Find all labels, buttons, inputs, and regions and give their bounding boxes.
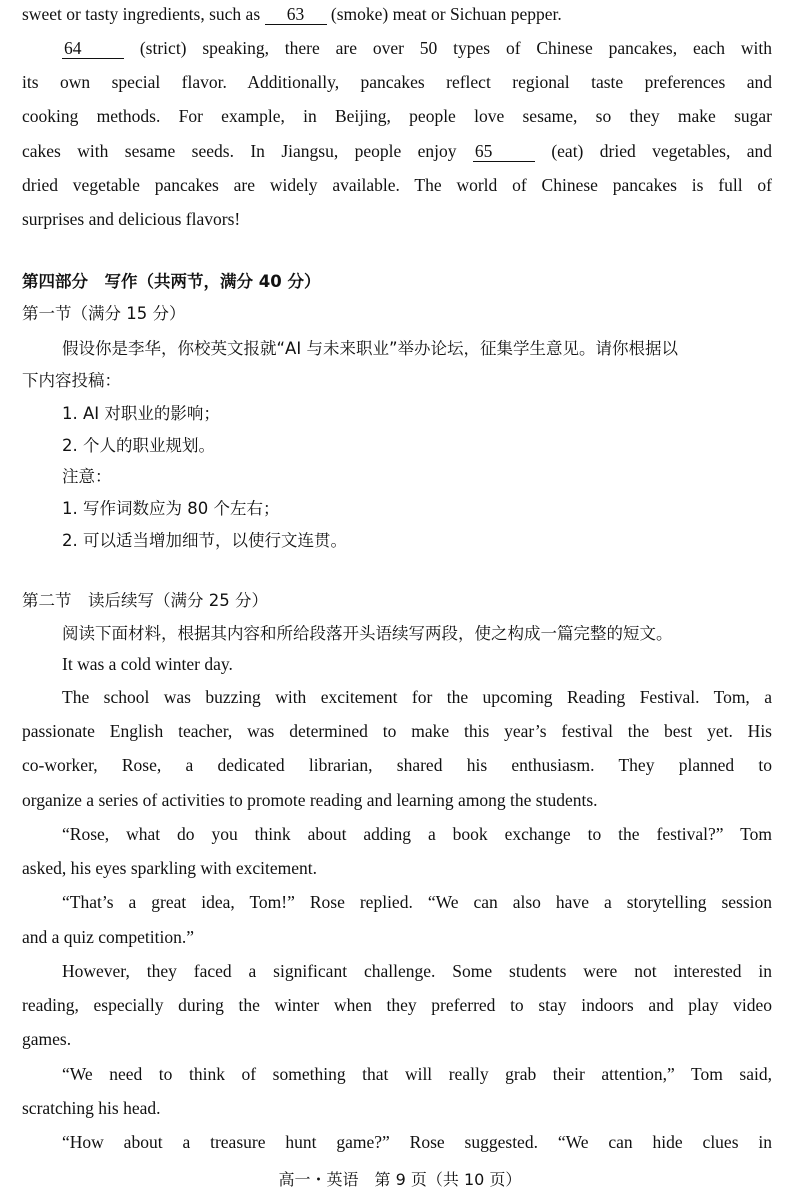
section1-note-1: 1. 写作词数应为 80 个左右； bbox=[62, 499, 280, 518]
section1-prompt-line2: 下内容投稿： bbox=[22, 371, 121, 390]
passage-line-1 bbox=[22, 2, 772, 26]
passage-text: (strict) speaking, there are over 50 types of Chinese pancakes, each with bbox=[139, 38, 772, 58]
section1-note-label: 注意： bbox=[62, 467, 112, 486]
blank-63: 63 bbox=[265, 5, 327, 25]
story-line-5: organize a series of activities to promote reading and learning among the students. bbox=[22, 790, 598, 810]
section1-note-2: 2. 可以适当增加细节，以使行文连贯。 bbox=[62, 531, 347, 550]
passage-text: (smoke) meat or Sichuan pepper. bbox=[330, 4, 562, 24]
passage-line-2 bbox=[62, 36, 772, 60]
part4-heading: 第四部分 写作（共两节，满分 40 分） bbox=[22, 272, 321, 291]
section1-prompt-line1: 假设你是李华，你校英文报就“AI 与未来职业”举办论坛，征集学生意见。请你根据以 bbox=[62, 339, 678, 358]
section2-instruction: 阅读下面材料，根据其内容和所给段落开头语续写两段，使之构成一篇完整的短文。 bbox=[62, 624, 673, 643]
section1-heading: 第一节（满分 15 分） bbox=[22, 304, 186, 323]
story-line-15: “How about a treasure hunt game?” Rose suggested. “We can hide clues in bbox=[62, 1132, 772, 1152]
story-line-10: However, they faced a significant challenge. Some students were not interested in bbox=[62, 961, 772, 981]
passage-text: (eat) dried vegetables, and bbox=[551, 141, 773, 161]
story-line-12: games. bbox=[22, 1029, 72, 1049]
blank-65: 65 bbox=[473, 142, 535, 162]
passage-line-6: dried vegetable pancakes are widely available. The world of Chinese pancakes is full of bbox=[22, 175, 772, 195]
story-line-4: co-worker, Rose, a dedicated librarian, shared his enthusiasm. They planned to bbox=[22, 755, 772, 775]
story-line-7: asked, his eyes sparkling with excitement. bbox=[22, 858, 317, 878]
page-footer: 高一・英语 第 9 页（共 10 页） bbox=[278, 1170, 522, 1189]
story-line-13: “We need to think of something that will really grab their attention,” Tom said, bbox=[62, 1064, 772, 1084]
passage-line-7: surprises and delicious flavors! bbox=[22, 209, 241, 229]
section1-item-2: 2. 个人的职业规划。 bbox=[62, 436, 215, 455]
passage-line-5 bbox=[22, 139, 772, 163]
story-line-6: “Rose, what do you think about adding a book exchange to the festival?” Tom bbox=[62, 824, 772, 844]
passage-text: cakes with sesame seeds. In Jiangsu, people enjoy bbox=[22, 141, 457, 161]
story-line-8: “That’s a great idea, Tom!” Rose replied. “We can also have a storytelling session bbox=[62, 892, 772, 912]
story-line-2: The school was buzzing with excitement for the upcoming Reading Festival. Tom, a bbox=[62, 687, 772, 707]
passage-line-4: cooking methods. For example, in Beijing, people love sesame, so they make sugar bbox=[22, 106, 772, 126]
story-line-9: and a quiz competition.” bbox=[22, 927, 195, 947]
blank-64: 64 bbox=[62, 39, 124, 59]
story-line-3: passionate English teacher, was determined to make this year’s festival the best yet. His bbox=[22, 721, 772, 741]
story-line-14: scratching his head. bbox=[22, 1098, 161, 1118]
story-line-1: It was a cold winter day. bbox=[62, 654, 233, 674]
section1-item-1: 1. AI 对职业的影响； bbox=[62, 404, 220, 423]
section2-heading: 第二节 读后续写（满分 25 分） bbox=[22, 591, 268, 610]
passage-text: sweet or tasty ingredients, such as bbox=[22, 4, 261, 24]
story-line-11: reading, especially during the winter when they preferred to stay indoors and play video bbox=[22, 995, 772, 1015]
passage-line-3: its own special flavor. Additionally, pancakes reflect regional taste preferences and bbox=[22, 72, 772, 92]
